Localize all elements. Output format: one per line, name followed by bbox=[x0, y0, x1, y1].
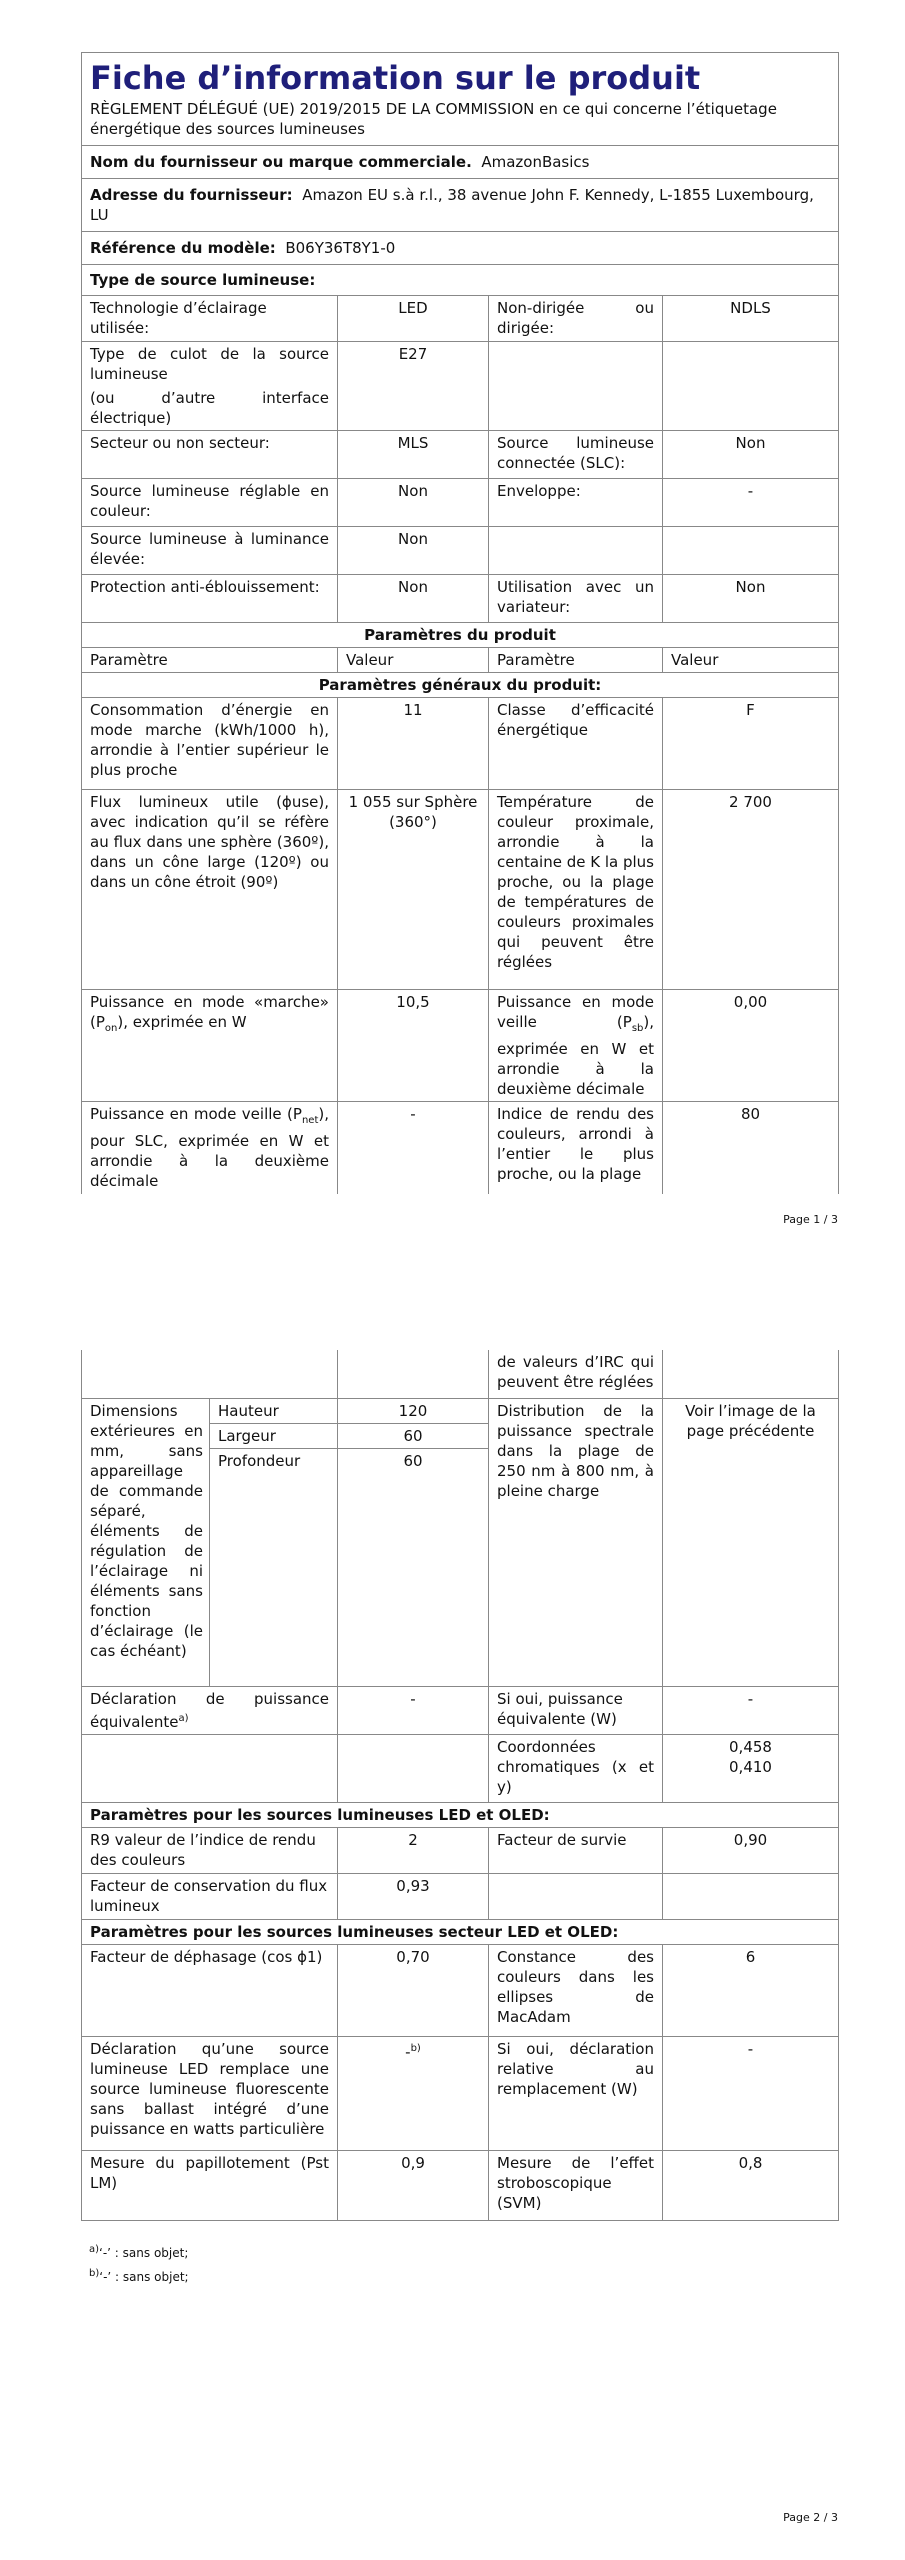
r9-label: R9 valeur de l’indice de rendu des couleurs bbox=[82, 1828, 338, 1874]
stroboscopic-value: 0,8 bbox=[663, 2151, 839, 2221]
replacement-claim-label: Déclaration qu’une source lumineuse LED remplace une source lumineuse fluorescente sans ballast intégré d’une puissance en watts particulière bbox=[82, 2037, 338, 2151]
depth-label: Profondeur bbox=[210, 1448, 338, 1473]
r9-value: 2 bbox=[338, 1828, 489, 1874]
replacement-if-yes-label: Si oui, déclaration relative au remplacement (W) bbox=[489, 2037, 663, 2151]
envelope-value: - bbox=[663, 479, 839, 527]
replacement-claim-value: -$^{b)}$ bbox=[338, 2037, 489, 2151]
equivalent-power-value: - bbox=[338, 1687, 489, 1735]
directional-value: NDLS bbox=[663, 296, 839, 342]
col-header-value-2: Valeur bbox=[663, 648, 839, 673]
lumen-maintenance-value: 0,93 bbox=[338, 1874, 489, 1920]
envelope-label: Enveloppe: bbox=[489, 479, 663, 527]
spectral-distribution-label: Distribution de la puissance spectrale dans la plage de 250 nm à 800 nm, à pleine charge bbox=[489, 1398, 663, 1687]
colour-tunable-label: Source lumineuse réglable en couleur: bbox=[82, 479, 338, 527]
cap-type-label-2: (ou d’autre interface électrique) bbox=[90, 389, 329, 427]
tech-value: LED bbox=[338, 296, 489, 342]
mains-label: Secteur ou non secteur: bbox=[82, 431, 338, 479]
high-luminance-label: Source lumineuse à luminance élevée: bbox=[82, 527, 338, 575]
mains-led-params-header: Paramètres pour les sources lumineuses secteur LED et OLED: bbox=[82, 1920, 839, 1945]
model-reference-value: B06Y36T8Y1-0 bbox=[285, 239, 396, 257]
width-value: 60 bbox=[338, 1423, 489, 1448]
cct-value: 2 700 bbox=[663, 790, 839, 990]
consumption-label: Consommation d’énergie en mode marche (kWh/1000 h), arrondie à l’entier supérieur le plus proche bbox=[82, 698, 338, 790]
footnote-b: $^{b)}$‘-’ : sans objet; bbox=[89, 2268, 189, 2284]
height-label: Hauteur bbox=[210, 1398, 338, 1423]
dimensions-label: Dimensions extérieures en mm, sans appareillage de commande séparé, éléments de régulation de l’éclairage ni éléments sans fonction d’éclairage (le cas échéant) bbox=[82, 1398, 210, 1687]
anti-glare-label: Protection anti-éblouissement: bbox=[82, 575, 338, 623]
height-value: 120 bbox=[338, 1398, 489, 1423]
cri-label-part-2: de valeurs d’IRC qui peuvent être réglées bbox=[489, 1350, 663, 1398]
cap-type-value: E27 bbox=[338, 342, 489, 431]
chromaticity-label: Coordonnées chromatiques (x et y) bbox=[489, 1735, 663, 1803]
col-header-param-2: Paramètre bbox=[489, 648, 663, 673]
standby-power-label: Puissance en mode veille $(P_{sb})$, exprimée en W et arrondie à la deuxième décimale bbox=[489, 990, 663, 1102]
connected-label: Source lumineuse connectée (SLC): bbox=[489, 431, 663, 479]
dimmable-label: Utilisation avec un variateur: bbox=[489, 575, 663, 623]
survival-factor-label: Facteur de survie bbox=[489, 1828, 663, 1874]
page-title: Fiche d’information sur le produit bbox=[90, 59, 701, 97]
power-on-value: 10,5 bbox=[338, 990, 489, 1102]
depth-value: 60 bbox=[338, 1448, 489, 1473]
equivalent-if-yes-label: Si oui, puissance équivalente (W) bbox=[489, 1687, 663, 1735]
tech-label: Technologie d’éclairage utilisée: bbox=[82, 296, 338, 342]
chromaticity-value bbox=[663, 1735, 839, 1803]
page-1-sheet bbox=[81, 52, 838, 1194]
lumen-maintenance-label: Facteur de conservation du flux lumineux bbox=[82, 1874, 338, 1920]
supplier-address-value: Amazon EU s.à r.l., 38 avenue John F. Kennedy, L-1855 Luxembourg, LU bbox=[90, 186, 814, 224]
net-standby-label: Puissance en mode veille $(P_{net})$, pour SLC, exprimée en W et arrondie à la deuxième décimale bbox=[82, 1102, 338, 1194]
regulation-text: RÈGLEMENT DÉLÉGUÉ (UE) 2019/2015 DE LA COMMISSION en ce qui concerne l’étiquetage énergétique des sources lumineuses bbox=[90, 100, 777, 138]
supplier-name-value: AmazonBasics bbox=[481, 153, 590, 171]
high-luminance-value: Non bbox=[338, 527, 489, 575]
useful-flux-value: 1 055 sur Sphère (360°) bbox=[338, 790, 489, 990]
anti-glare-value: Non bbox=[338, 575, 489, 623]
model-reference-label: Référence du modèle: bbox=[90, 239, 276, 257]
general-params-header: Paramètres généraux du produit: bbox=[82, 673, 839, 698]
connected-value: Non bbox=[663, 431, 839, 479]
supplier-name-label: Nom du fournisseur ou marque commerciale. bbox=[90, 153, 472, 171]
equivalent-if-yes-value: - bbox=[663, 1687, 839, 1735]
efficiency-class-value: F bbox=[663, 698, 839, 790]
chromaticity-y: 0,410 bbox=[729, 1758, 772, 1776]
mains-value: MLS bbox=[338, 431, 489, 479]
source-type-header: Type de source lumineuse: bbox=[82, 265, 839, 296]
phase-factor-value: 0,70 bbox=[338, 1945, 489, 2037]
colour-consistency-label: Constance des couleurs dans les ellipses de MacAdam bbox=[489, 1945, 663, 2037]
stroboscopic-label: Mesure de l’effet stroboscopique (SVM) bbox=[489, 2151, 663, 2221]
dimmable-value: Non bbox=[663, 575, 839, 623]
flicker-value: 0,9 bbox=[338, 2151, 489, 2221]
equivalent-power-label: Déclaration de puissance équivalente$^{a)}$ bbox=[82, 1687, 338, 1735]
replacement-if-yes-value: - bbox=[663, 2037, 839, 2151]
page-number-1: Page 1 / 3 bbox=[783, 1213, 838, 1226]
chromaticity-x: 0,458 bbox=[729, 1738, 772, 1756]
colour-consistency-value: 6 bbox=[663, 1945, 839, 2037]
useful-flux-label: Flux lumineux utile (ϕuse), avec indication qu’il se réfère au flux dans une sphère (360º), dans un cône large (120º) ou dans un cône étroit (90º) bbox=[82, 790, 338, 990]
net-standby-value: - bbox=[338, 1102, 489, 1194]
efficiency-class-label: Classe d’efficacité énergétique bbox=[489, 698, 663, 790]
survival-factor-value: 0,90 bbox=[663, 1828, 839, 1874]
phase-factor-label: Facteur de déphasage (cos ϕ1) bbox=[82, 1945, 338, 2037]
product-info-table-page-1 bbox=[81, 52, 839, 1194]
standby-power-value: 0,00 bbox=[663, 990, 839, 1102]
product-info-table-page-2 bbox=[81, 1350, 839, 2221]
width-label: Largeur bbox=[210, 1423, 338, 1448]
page-number-2: Page 2 / 3 bbox=[783, 2511, 838, 2524]
consumption-value: 11 bbox=[338, 698, 489, 790]
spectral-distribution-value: Voir l’image de la page précédente bbox=[663, 1398, 839, 1687]
cct-label: Température de couleur proximale, arrondie à la centaine de K la plus proche, ou la plage de températures de couleurs proximales qui peuvent être réglées bbox=[489, 790, 663, 990]
supplier-address-label: Adresse du fournisseur: bbox=[90, 186, 293, 204]
cri-value: 80 bbox=[663, 1102, 839, 1194]
colour-tunable-value: Non bbox=[338, 479, 489, 527]
led-params-header: Paramètres pour les sources lumineuses LED et OLED: bbox=[82, 1803, 839, 1828]
flicker-label: Mesure du papillotement (Pst LM) bbox=[82, 2151, 338, 2221]
page-2-sheet bbox=[81, 1350, 838, 2221]
footnote-a: $^{a)}$‘-’ : sans objet; bbox=[89, 2244, 189, 2260]
cap-type-label: Type de culot de la source lumineuse bbox=[90, 345, 329, 383]
product-params-header: Paramètres du produit bbox=[82, 623, 839, 648]
col-header-value-1: Valeur bbox=[338, 648, 489, 673]
directional-label: Non-dirigée ou dirigée: bbox=[489, 296, 663, 342]
col-header-param-1: Paramètre bbox=[82, 648, 338, 673]
cri-label-part-1: Indice de rendu des couleurs, arrondi à l’entier le plus proche, ou la plage bbox=[489, 1102, 663, 1194]
power-on-label: Puissance en mode «marche» $(P_{on})$, exprimée en W bbox=[82, 990, 338, 1102]
